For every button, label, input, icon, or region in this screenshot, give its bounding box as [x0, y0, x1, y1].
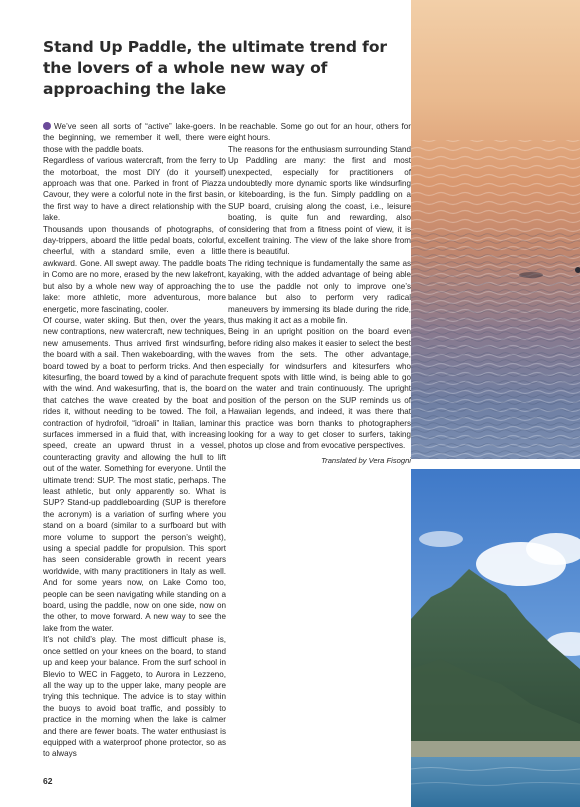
paragraph: [43, 121, 226, 155]
page-number: 62: [43, 776, 53, 786]
paragraph-text: We’ve seen all sorts of “active” lake-goers. In the beginning, we remember it well, there were those with the paddle boats.: [43, 122, 226, 154]
paragraph: Being in an upright position on the board even before riding also makes it easier to select the best waves from the sets. The other advantage, especially for windsurfers and kitesurfers who frequent spots with little wind, is being able to go on the water and train continuously. The upright position of the person on the SUP reminds us of Hawaiian legends, and indeed, it was there that this practice was born thanks to photographers looking for a way to get closer to surfers, taking photos up close and from evocative perspectives.: [228, 327, 411, 451]
paragraph: The riding technique is fundamentally the same as kayaking, with the added advantage of being able to use the paddle not only to improve one’s balance but also to perform very radical maneuvers by immersing its blade during the ride, thus making it act as a mobile fin.: [228, 258, 411, 325]
paragraph: Thousands upon thousands of photographs, of day-trippers, aboard the little pedal boats, colorful, cheerful, with a standard smile, even a little awkward. Gone. All swept away. The paddle boats in Como are no more, erased by the new lakefront, but also by a whole new way of approaching the lake: more athletic, more adventurous, more energetic, more fascinating, cooler.: [43, 224, 226, 314]
translation-credit: Translated by Vera Fisogni: [321, 455, 411, 465]
photo-mountain-lake: [411, 469, 580, 807]
mountain-lake-image: [411, 469, 580, 807]
paragraph: Of course, water skiing. But then, over the years, new contraptions, new watercraft, new techniques, new amusements. Thus arrived first windsurfing, the board with a sail. Then wakeboarding, with the board towed by a boat to perform tricks. And then kitesurfing, the board towed by a kind of parachute with the wind. And wakesurfing, that is, the board that catches the wave created by the boat and rides it, without needing to be towed. The foil, a contraction of hydrofoil, “idroali” in Italian, laminar surfaces immersed in a fluid that, with increasing speed, create an upward thrust in a vessel, counteracting gravity and allowing the hull to lift out of the water. Something for everyone. Until the ultimate trend: SUP. The most static, perhaps. The least athletic, but only apparently so. What is SUP? Stand-up paddleboarding (SUP is therefore the acronym) is a variation of surfing where you stand on a board (similar to a surfboard but with more volume to support the person’s weight), using a special paddle for propulsion. This sport has seen considerable growth in recent years worldwide, with many practitioners in Italy as well. And for some years now, on Lake Como too, people can be seen navigating while standing on a board, using the paddle, now on one side, now on the other, to move forward. A new way to see the lake from the water.: [43, 315, 226, 633]
bullet-dot-icon: [43, 122, 51, 130]
paragraph: It’s not child’s play. The most difficult phase is, once settled on your knees on the board, to stand up and keep your balance. From the surf school in Blevio to WEC in Faggeto, to Aurora in Lezzeno, all the way up to the upper lake, many people are trying this technique. The advice is to stay within the buoys to avoid boat traffic, and possibly to practice in the morning when the lake is calmer and there are fewer boats. The water enthusiast is equipped with a waterproof phone protector, so as to always: [43, 635, 226, 759]
paragraph: be reachable. Some go out for an hour, others for eight hours.: [228, 122, 411, 143]
photo-sunset-lake: [411, 0, 580, 459]
article-column-left: [43, 121, 226, 760]
article-title: Stand Up Paddle, the ultimate trend for the lovers of a whole new way of approaching the lake: [43, 38, 387, 98]
paragraph: Regardless of various watercraft, from the ferry to the motorboat, the most DIY (do it yourself) approach was that one. Parked in front of Piazza Cavour, they were a colorful note in the first basin, the first way to have a direct relationship with the lake.: [43, 156, 226, 223]
paragraph: The reasons for the enthusiasm surrounding Stand Up Paddling are many: the first and most unexpected, especially for practitioners of undoubtedly more dynamic sports like windsurfing or kiteboarding, is the fun. Simply paddling on a SUP board, cruising along the coast, i.e., leisure boating, is quite fun and rewarding, also considering that from a fitness point of view, it is excellent training. The view of the lake shore from there is beautiful.: [228, 144, 411, 257]
sunset-water-image: [411, 0, 580, 459]
article-column-right: [228, 121, 411, 466]
